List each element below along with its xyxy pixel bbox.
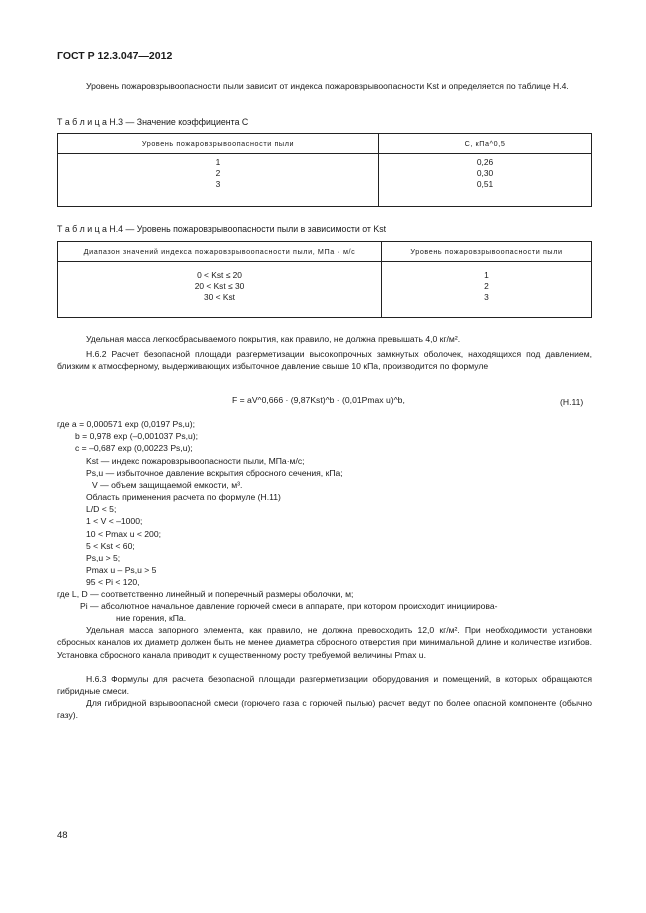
table-row: 2 <box>215 168 221 178</box>
paragraph-h6-2: Н.6.2 Расчет безопасной площади разгерметизации высокопрочных замкнутых оболочек, находящихся под давлением, близким к атмосферному, выдерживающих избыточное давление свыше 10 кПа, производится по формуле <box>57 349 592 372</box>
table-h3-level-cell <box>58 154 379 207</box>
table-row: 0,26 <box>476 157 494 167</box>
table-h3-header-c: C, кПа^0,5 <box>379 134 592 154</box>
definition-line: V — объем защищаемой емкости, м³. <box>92 480 243 490</box>
intro-paragraph: Уровень пожаровзрывоопасности пыли зависит от индекса пожаровзрывоопасности Kst и определяется по таблице Н.4. <box>86 81 569 91</box>
definition-line: Ps,u > 5; <box>86 553 121 563</box>
table-h4-level-cell <box>382 262 592 318</box>
table-h4-header-level: Уровень пожаровзрывоопасности пыли <box>382 242 592 262</box>
definition-line: ние горения, кПа. <box>116 613 187 623</box>
definition-line: 10 < Pmax u < 200; <box>86 529 162 539</box>
table-row: 20 < Kst ≤ 30 <box>194 281 245 291</box>
definition-line: 1 < V < –1000; <box>86 516 143 526</box>
table-h4-range-cell <box>58 262 382 318</box>
table-h3 <box>57 133 592 207</box>
table-row: 1 <box>484 270 489 280</box>
definition-line: L/D < 5; <box>86 504 117 514</box>
definition-line: Область применения расчета по формуле (Н.11) <box>86 492 281 502</box>
table-row: 3 <box>484 292 489 302</box>
table-h3-header-level: Уровень пожаровзрывоопасности пыли <box>58 134 379 154</box>
table-row: 30 < Kst <box>204 292 235 302</box>
page-number: 48 <box>57 830 68 841</box>
paragraph-h6-3: Н.6.3 Формулы для расчета безопасной площади разгерметизации оборудования и помещений, в которых обращаются гибридные смеси. <box>57 674 592 697</box>
table-h4 <box>57 241 592 318</box>
paragraph-hybrid: Для гибридной взрывоопасной смеси (горючего газа с горючей пылью) расчет ведут по более опасной компоненте (обычно газу). <box>57 698 592 721</box>
table-h3-c-cell <box>379 154 592 207</box>
definition-line: Pi — абсолютное начальное давление горючей смеси в аппарате, при котором происходит инициирова- <box>80 601 498 611</box>
definition-line: Kst — индекс пожаровзрывоопасности пыли, МПа·м/с; <box>86 456 305 466</box>
formula-number: (Н.11) <box>560 397 584 407</box>
table-row: 1 <box>215 157 221 167</box>
formula-h11: F = aV^0,666 · (9,87Kst)^b · (0,01Pmax u)^b, <box>232 395 405 405</box>
table-h4-caption: Т а б л и ц а Н.4 — Уровень пожаровзрывоопасности пыли в зависимости от Kst <box>57 224 387 234</box>
table-row: 3 <box>215 179 221 189</box>
table-h4-header-range: Диапазон значений индекса пожаровзрывоопасности пыли, МПа · м/с <box>58 242 382 262</box>
table-row: 0,51 <box>476 179 494 189</box>
definition-line: c = –0,687 exp (0,00223 Ps,u); <box>75 443 193 453</box>
definition-line: где a = 0,000571 exp (0,0197 Ps,u); <box>57 419 195 429</box>
table-row: 2 <box>484 281 489 291</box>
paragraph-valve-mass: Удельная масса запорного элемента, как правило, не должна превосходить 12,0 кг/м². При необходимости установки сбросных каналов их диаметр должен быть не менее диаметра сбросного отверстия при минимальной длине и количестве изгибов. Установка сбросного канала приводит к существенному росту требуемой величины Pmax u. <box>57 625 592 660</box>
table-row: 0,30 <box>476 168 494 178</box>
definition-line: 95 < Pi < 120, <box>86 577 140 587</box>
definition-line: Ps,u — избыточное давление вскрытия сбросного сечения, кПа; <box>86 468 343 478</box>
table-row: 0 < Kst ≤ 20 <box>197 270 242 280</box>
definition-line: Pmax u – Ps,u > 5 <box>86 565 157 575</box>
definition-line: b = 0,978 exp (–0,001037 Ps,u); <box>75 431 199 441</box>
definition-line: где L, D — соответственно линейный и поперечный размеры оболочки, м; <box>57 589 354 599</box>
paragraph-cover-mass: Удельная масса легкосбрасываемого покрытия, как правило, не должна превышать 4,0 кг/м². <box>86 334 461 344</box>
table-h3-caption: Т а б л и ц а Н.3 — Значение коэффициента C <box>57 117 249 127</box>
document-header: ГОСТ Р 12.3.047—2012 <box>57 50 173 62</box>
definition-line: 5 < Kst < 60; <box>86 541 135 551</box>
